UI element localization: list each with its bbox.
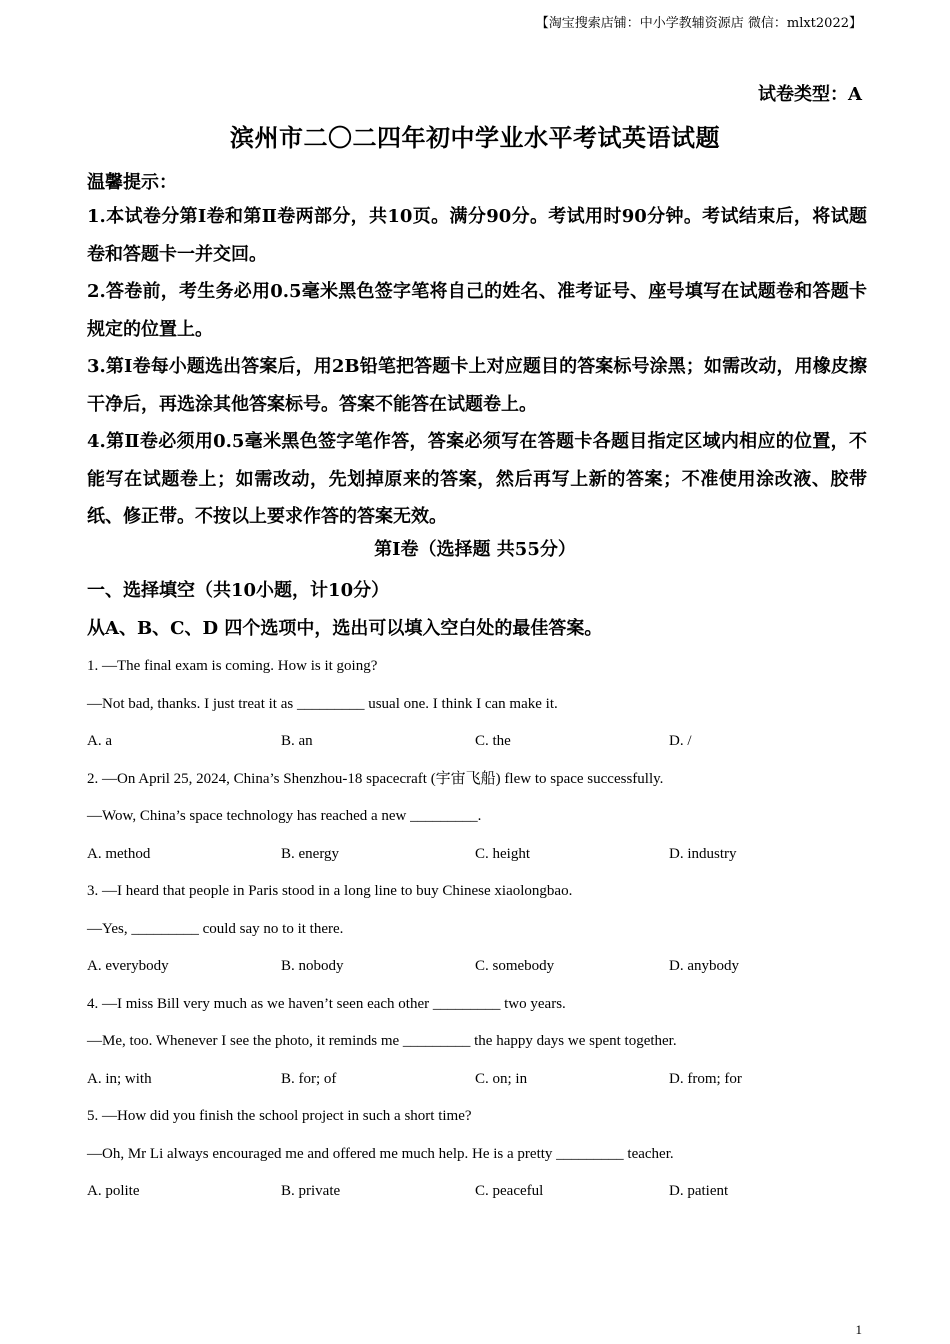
option-c: C. on; in: [475, 1070, 528, 1087]
tip-item: 4.第Ⅱ卷必须用0.5毫米黑色签字笔作答，答案必须写在答题卡各题目指定区域内相应的位置，不能写在试题卷上；如需改动，先划掉原来的答案，然后再写上新的答案；不准使用涂改液、胶带纸、修正带。不按以上要求作答的答案无效。: [87, 431, 867, 527]
exam-type-label: 试卷类型：A: [758, 84, 862, 105]
question-list: [87, 648, 867, 1211]
option-a: A. polite: [87, 1183, 140, 1199]
question-prompt: 1. —The final exam is coming. How is it going?: [87, 658, 378, 674]
page-title: 滨州市二〇二四年初中学业水平考试英语试题: [230, 123, 720, 152]
section-title: 第Ⅰ卷（选择题 共55分）: [374, 539, 576, 560]
header-watermark-note: 【淘宝搜索店铺：中小学教辅资源店 微信：mlxt2022】: [535, 16, 862, 31]
question-response: —Wow, China’s space technology has reached a new _________.: [87, 808, 482, 824]
part-title: 一、选择填空（共10小题，计10分）: [87, 580, 390, 601]
tip-item: 2.答卷前，考生务必用0.5毫米黑色签字笔将自己的姓名、准考证号、座号填写在试题卷和答题卡规定的位置上。: [87, 281, 867, 340]
question-prompt: 3. —I heard that people in Paris stood in a long line to buy Chinese xiaolongbao.: [87, 883, 573, 899]
question-response: —Oh, Mr Li always encouraged me and offered me much help. He is a pretty _________ teacher.: [87, 1145, 674, 1162]
option-a: A. a: [87, 733, 112, 749]
option-b: B. private: [281, 1183, 341, 1199]
question-options: [87, 1173, 867, 1211]
option-d: D. industry: [669, 845, 737, 862]
question-3: [87, 873, 867, 986]
question-response: —Yes, _________ could say no to it there.: [87, 920, 344, 937]
option-c: C. peaceful: [475, 1183, 544, 1199]
question-options: [87, 836, 867, 874]
question-options: [87, 1061, 867, 1099]
option-a: A. method: [87, 845, 151, 862]
question-response: —Not bad, thanks. I just treat it as _________ usual one. I think I can make it.: [87, 695, 558, 712]
page-number: 1: [855, 1322, 862, 1337]
option-b: B. energy: [281, 845, 340, 862]
option-c: C. the: [475, 733, 511, 749]
question-response: —Me, too. Whenever I see the photo, it reminds me _________ the happy days we spent together.: [87, 1033, 677, 1049]
tip-item: 3.第Ⅰ卷每小题选出答案后，用2B铅笔把答题卡上对应题目的答案标号涂黑；如需改动，用橡皮擦干净后，再选涂其他答案标号。答案不能答在试题卷上。: [87, 356, 867, 415]
option-b: B. nobody: [281, 958, 344, 974]
option-c: C. height: [475, 845, 530, 862]
tip-item: 1.本试卷分第Ⅰ卷和第Ⅱ卷两部分，共10页。满分90分。考试用时90分钟。考试结束后，将试题卷和答题卡一并交回。: [87, 206, 867, 265]
question-1: [87, 648, 867, 761]
option-d: D. anybody: [669, 958, 739, 974]
question-prompt: 5. —How did you finish the school project in such a short time?: [87, 1108, 472, 1124]
tips-list: [87, 198, 867, 536]
question-2: [87, 761, 867, 874]
question-options: [87, 723, 867, 761]
option-a: A. everybody: [87, 958, 169, 974]
question-prompt: 4. —I miss Bill very much as we haven’t seen each other _________ two years.: [87, 995, 566, 1012]
question-5: [87, 1098, 867, 1211]
question-prompt: 2. —On April 25, 2024, China’s Shenzhou-18 spacecraft (宇宙飞船) flew to space successfully.: [87, 770, 664, 787]
option-b: B. for; of: [281, 1070, 337, 1087]
option-d: D. from; for: [669, 1070, 742, 1087]
instruction-text: 从A、B、C、D 四个选项中，选出可以填入空白处的最佳答案。: [87, 618, 603, 639]
tips-label: 温馨提示：: [87, 172, 177, 193]
option-b: B. an: [281, 733, 313, 749]
question-4: [87, 986, 867, 1099]
option-a: A. in; with: [87, 1070, 152, 1087]
option-c: C. somebody: [475, 958, 555, 974]
option-d: D. patient: [669, 1183, 729, 1199]
question-options: [87, 948, 867, 986]
option-d: D. /: [669, 733, 692, 749]
